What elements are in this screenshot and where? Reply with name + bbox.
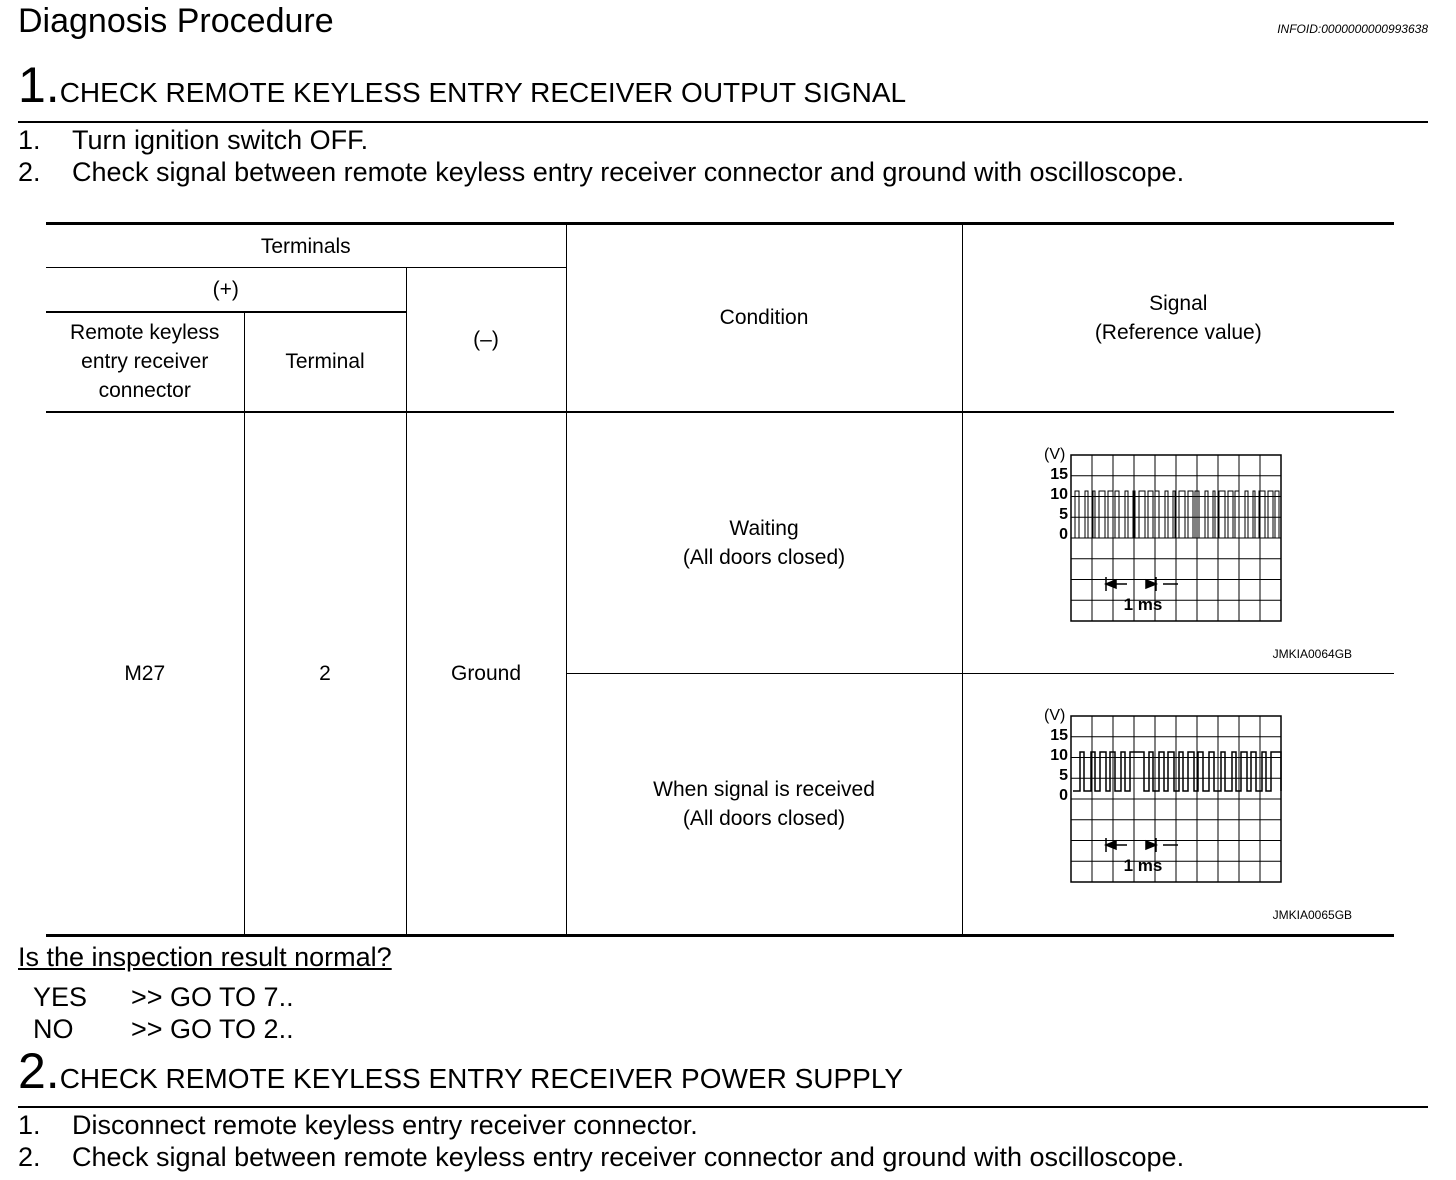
signal-received bbox=[962, 674, 1394, 936]
step-2-instruction bbox=[18, 1110, 698, 1141]
waveform-waiting-graph bbox=[1038, 447, 1288, 627]
header-connector bbox=[46, 312, 244, 412]
answer-yes[interactable] bbox=[33, 982, 294, 1013]
ground-value: Ground bbox=[406, 412, 566, 936]
instruction-text: Check signal between remote keyless entry receiver connector and ground with oscilloscope. bbox=[72, 157, 1185, 187]
signal-waiting bbox=[962, 412, 1394, 674]
header-minus: (–) bbox=[406, 268, 566, 412]
step-1-divider bbox=[18, 121, 1428, 123]
signal-table bbox=[46, 222, 1394, 937]
condition-line: (All doors closed) bbox=[682, 807, 846, 830]
instruction-text: Check signal between remote keyless entry receiver connector and ground with oscilloscope. bbox=[72, 1142, 1185, 1172]
step-1-instruction bbox=[18, 157, 1184, 188]
oscilloscope-grid bbox=[1071, 716, 1281, 882]
header-signal-title: Signal bbox=[1149, 291, 1208, 315]
y-tick-label: 5 bbox=[1058, 767, 1068, 784]
condition-waiting bbox=[566, 412, 962, 674]
time-scale-label: 1 ms bbox=[1123, 856, 1162, 875]
header-plus: (+) bbox=[46, 268, 406, 312]
answer-key: YES bbox=[33, 982, 88, 1012]
time-scale-label: 1 ms bbox=[1123, 594, 1162, 614]
page-title: Diagnosis Procedure bbox=[18, 2, 334, 40]
y-tick-label: 15 bbox=[1049, 465, 1068, 483]
header-condition: Condition bbox=[566, 224, 962, 412]
header-connector-line: Remote keyless bbox=[70, 321, 220, 344]
answer-key: NO bbox=[33, 1014, 74, 1044]
instruction-text: Turn ignition switch OFF. bbox=[72, 125, 369, 155]
instruction-number: 1. bbox=[18, 125, 41, 155]
condition-line: Waiting bbox=[729, 516, 799, 540]
y-tick-label: 15 bbox=[1049, 727, 1068, 744]
instruction-number: 1. bbox=[18, 1110, 41, 1140]
header-terminal: Terminal bbox=[244, 312, 406, 412]
step-2-title: CHECK REMOTE KEYLESS ENTRY RECEIVER POWER SUPPLY bbox=[59, 1063, 904, 1094]
condition-line: (All doors closed) bbox=[682, 545, 846, 569]
figure-id: JMKIA0064GB bbox=[1272, 647, 1353, 661]
condition-received bbox=[566, 674, 962, 936]
inspection-question: Is the inspection result normal? bbox=[18, 942, 392, 972]
y-tick-label: 10 bbox=[1049, 485, 1068, 503]
header-signal-subtitle: (Reference value) bbox=[1094, 320, 1262, 344]
instruction-number: 2. bbox=[18, 157, 41, 187]
step-1-instruction bbox=[18, 125, 368, 156]
info-id: INFOID:0000000000993638 bbox=[1277, 22, 1428, 36]
step-1-number: 1. bbox=[18, 57, 60, 113]
y-tick-label: 10 bbox=[1049, 747, 1068, 764]
y-tick-label: 5 bbox=[1058, 505, 1068, 523]
waveform-waiting-trace bbox=[1073, 491, 1281, 538]
step-2-divider bbox=[18, 1106, 1428, 1108]
condition-line: When signal is received bbox=[653, 778, 875, 801]
step-2-instruction bbox=[18, 1142, 1184, 1173]
y-tick-label: 0 bbox=[1058, 787, 1068, 804]
header-connector-line: connector bbox=[98, 379, 191, 402]
answer-action[interactable]: >> GO TO 2.. bbox=[131, 1014, 294, 1044]
figure-id: JMKIA0065GB bbox=[1272, 908, 1353, 922]
step-2-number: 2. bbox=[18, 1043, 60, 1099]
y-unit-label: (V) bbox=[1043, 708, 1065, 724]
waveform-received-graph bbox=[1038, 708, 1288, 888]
answer-no[interactable] bbox=[33, 1014, 294, 1045]
instruction-number: 2. bbox=[18, 1142, 41, 1172]
header-terminals: Terminals bbox=[46, 224, 566, 268]
y-tick-label: 0 bbox=[1058, 525, 1068, 543]
answer-action[interactable]: >> GO TO 7.. bbox=[131, 982, 294, 1012]
y-unit-label: (V) bbox=[1043, 446, 1065, 463]
terminal-value: 2 bbox=[244, 412, 406, 936]
instruction-text: Disconnect remote keyless entry receiver connector. bbox=[72, 1110, 698, 1140]
header-connector-line: entry receiver bbox=[81, 350, 209, 373]
header-signal bbox=[962, 224, 1394, 412]
step-2-heading bbox=[18, 1042, 903, 1100]
step-1-title: CHECK REMOTE KEYLESS ENTRY RECEIVER OUTPUT SIGNAL bbox=[59, 77, 907, 108]
connector-value: M27 bbox=[46, 412, 244, 936]
step-1-heading bbox=[18, 56, 906, 114]
